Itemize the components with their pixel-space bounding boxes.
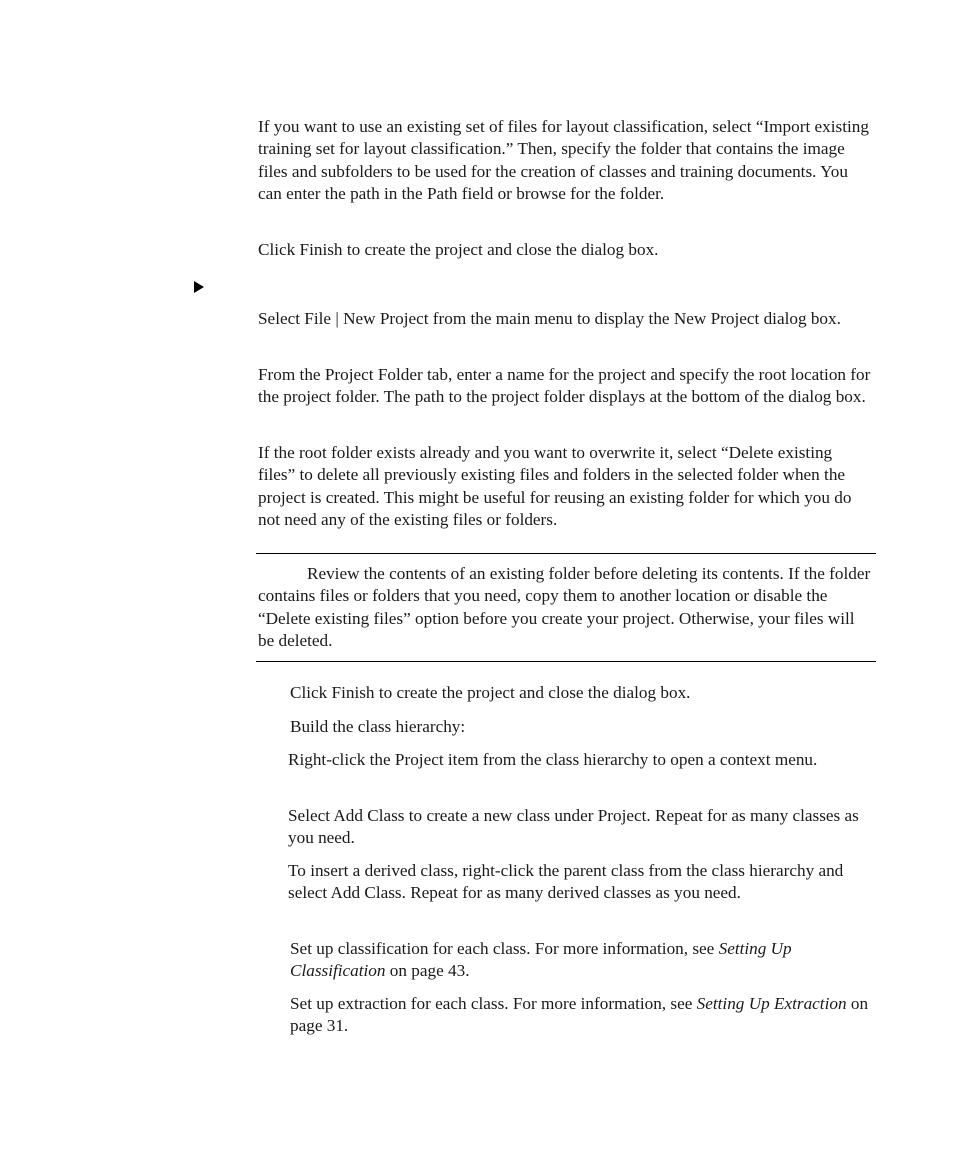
note-bottom-rule [256,661,876,662]
extraction-suffix: on page 31. [290,994,869,1036]
import-existing-paragraph: If you want to use an existing set of files for layout classification, select “Import existing training set for layout classification.” Then, specify the folder that contains the image files and subfolders to be used for the creation of classes and training documents. You can enter the path in the Path field or browse for the folder. [258,117,869,203]
extraction-link[interactable]: Setting Up Extraction [696,994,847,1013]
select-file-paragraph: Select File | New Project from the main menu to display the New Project dialog box. [258,309,841,328]
classification-suffix: on page 43. [385,961,470,981]
project-folder-tab-paragraph: From the Project Folder tab, enter a name for the project and specify the root location for the project folder. The path to the project folder displays at the bottom of the dialog box. [258,365,871,407]
note-top-rule [256,553,876,554]
click-finish-paragraph: Click Finish to create the project and close the dialog box. [258,240,659,259]
step-click-finish: Click Finish to create the project and close the dialog box. [290,683,691,702]
substep-right-click-project: Right-click the Project item from the class hierarchy to open a context menu. [288,750,818,769]
classification-link[interactable]: Setting Up Classification [290,939,792,981]
extraction-prefix: Set up extraction for each class. For more information, see [290,994,697,1013]
root-folder-paragraph: If the root folder exists already and you want to overwrite it, select “Delete existing files” to delete all previously existing files and folders in the selected folder when the project is created. This might be useful for reusing an existing folder for which you do not need any of the existing files or folders. [258,443,852,529]
substep-insert-derived: To insert a derived class, right-click the parent class from the class hierarchy and select Add Class. Repeat for as many derived classes as you need. [288,861,844,903]
step-setup-extraction [290,993,870,1038]
substep-select-add-class: Select Add Class to create a new class under Project. Repeat for as many classes as you need. [288,806,859,848]
step-setup-classification [290,938,870,983]
classification-prefix: Set up classification for each class. For more information, see [290,939,719,958]
step-build-hierarchy: Build the class hierarchy: [290,717,466,736]
note-text: Review the contents of an existing folder before deleting its contents. If the folder contains files or folders that you need, copy them to another location or disable the “Delete existing files” option before you create your project. Otherwise, your files will be deleted. [258,564,871,650]
procedure-arrow-icon [194,281,204,293]
